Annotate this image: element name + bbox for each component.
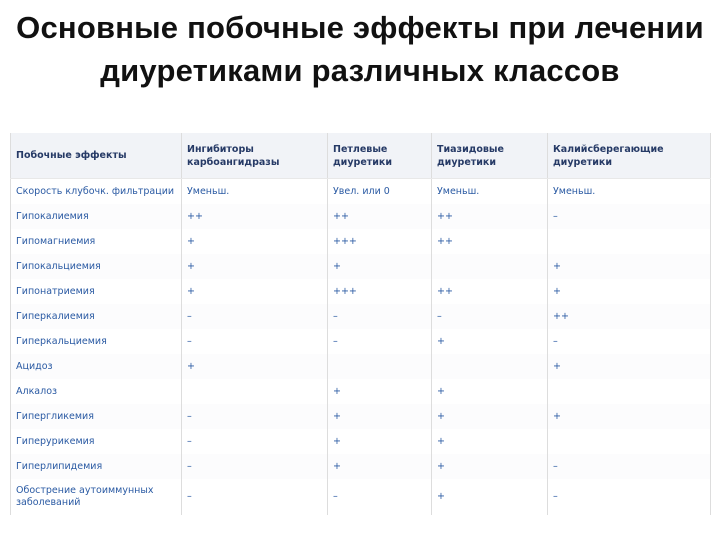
table-row [11, 404, 711, 429]
table-cell: + [432, 329, 548, 354]
table-header-row [11, 133, 711, 179]
table-cell: ++ [548, 304, 711, 329]
table-cell: – [548, 329, 711, 354]
table-cell: – [548, 454, 711, 479]
table-row [11, 179, 711, 205]
table-cell: + [328, 379, 432, 404]
table-cell: ++ [182, 204, 328, 229]
header-side-effects: Побочные эффекты [11, 133, 182, 179]
table-cell: + [548, 404, 711, 429]
table-cell [548, 229, 711, 254]
table-cell: + [432, 479, 548, 515]
table-cell: ++ [432, 229, 548, 254]
table-cell: Уменьш. [182, 179, 328, 205]
table-row [11, 354, 711, 379]
row-label: Скорость клубочк. фильтрации [11, 179, 182, 205]
table-cell: – [328, 329, 432, 354]
side-effects-table [10, 133, 711, 515]
table-cell: + [182, 279, 328, 304]
table-row [11, 204, 711, 229]
table-cell: – [548, 204, 711, 229]
row-label: Гипокалиемия [11, 204, 182, 229]
table-cell: – [548, 479, 711, 515]
table-cell: + [328, 429, 432, 454]
table-cell: + [432, 429, 548, 454]
table-cell: ++ [432, 204, 548, 229]
row-label: Гипонатриемия [11, 279, 182, 304]
row-label: Обострение аутоиммунных заболеваний [11, 479, 182, 515]
table-cell: + [328, 404, 432, 429]
table-row [11, 254, 711, 279]
table-cell: +++ [328, 279, 432, 304]
table-cell: +++ [328, 229, 432, 254]
row-label: Гиперкалиемия [11, 304, 182, 329]
table-cell [548, 379, 711, 404]
table-cell: Уменьш. [432, 179, 548, 205]
table-cell: + [548, 254, 711, 279]
table-cell: + [432, 404, 548, 429]
table-cell: + [548, 354, 711, 379]
table-cell: + [182, 229, 328, 254]
row-label: Гипокальциемия [11, 254, 182, 279]
header-thiazide-diuretics: Тиазидовые диуретики [432, 133, 548, 179]
table-row [11, 454, 711, 479]
table-cell: + [432, 454, 548, 479]
table-cell: – [182, 479, 328, 515]
header-carbonic-anhydrase-inhibitors: Ингибиторы карбоангидразы [182, 133, 328, 179]
table-cell [432, 354, 548, 379]
table-row [11, 279, 711, 304]
row-label: Гиперкальциемия [11, 329, 182, 354]
table-cell: – [182, 454, 328, 479]
table-cell: + [328, 254, 432, 279]
table-cell: ++ [328, 204, 432, 229]
side-effects-table-container [10, 133, 710, 515]
table-cell: + [548, 279, 711, 304]
table-cell: + [182, 254, 328, 279]
table-cell: – [432, 304, 548, 329]
table-row [11, 329, 711, 354]
row-label: Алкалоз [11, 379, 182, 404]
table-cell: Уменьш. [548, 179, 711, 205]
table-cell [182, 379, 328, 404]
table-cell: + [432, 379, 548, 404]
table-row [11, 379, 711, 404]
row-label: Гипергликемия [11, 404, 182, 429]
header-potassium-sparing-diuretics: Калийсберегающие диуретики [548, 133, 711, 179]
table-cell [328, 354, 432, 379]
table-cell: + [182, 354, 328, 379]
table-cell: – [182, 304, 328, 329]
table-cell [548, 429, 711, 454]
row-label: Ацидоз [11, 354, 182, 379]
row-label: Гипомагниемия [11, 229, 182, 254]
header-loop-diuretics: Петлевые диуретики [328, 133, 432, 179]
table-cell: – [182, 329, 328, 354]
table-cell: Увел. или 0 [328, 179, 432, 205]
table-row [11, 479, 711, 515]
table-cell: – [182, 404, 328, 429]
table-cell [432, 254, 548, 279]
table-cell: + [328, 454, 432, 479]
table-cell: – [328, 479, 432, 515]
page-title: Основные побочные эффекты при лечении диуретиками различных классов [16, 10, 704, 88]
table-row [11, 229, 711, 254]
table-cell: ++ [432, 279, 548, 304]
row-label: Гиперурикемия [11, 429, 182, 454]
table-row [11, 429, 711, 454]
row-label: Гиперлипидемия [11, 454, 182, 479]
table-row [11, 304, 711, 329]
table-cell: – [328, 304, 432, 329]
table-cell: – [182, 429, 328, 454]
